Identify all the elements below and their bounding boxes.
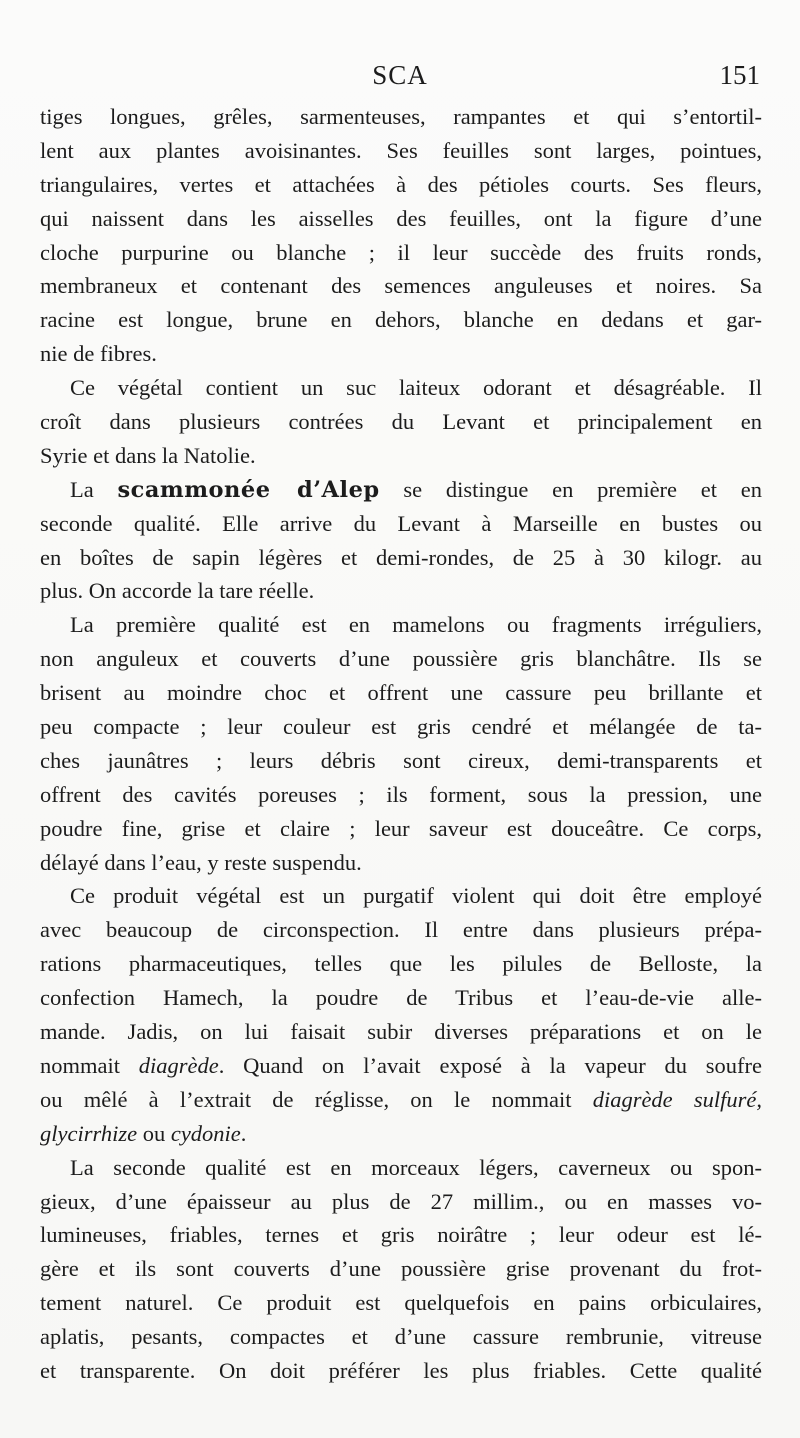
text-line bbox=[40, 1117, 762, 1151]
text-run: . Quand on l’avait exposé à la vapeur du soufre bbox=[218, 1052, 762, 1078]
text-line bbox=[40, 1049, 762, 1083]
text-line: tement naturel. Ce produit est quelquefois en pains orbiculaires, bbox=[40, 1290, 762, 1316]
text-line: confection Hamech, la poudre de Tribus et l’eau-de-vie alle- bbox=[40, 985, 762, 1011]
italic-term: diagrède bbox=[138, 1052, 219, 1078]
text-line: Ce produit végétal est un purgatif violent qui doit être employé bbox=[70, 883, 762, 909]
text-line: offrent des cavités poreuses ; ils forment, sous la pression, une bbox=[40, 781, 762, 807]
italic-term: diagrède sulfuré, bbox=[592, 1086, 762, 1112]
text-run: nommait bbox=[40, 1052, 139, 1078]
text-run: se distingue en première et en bbox=[379, 476, 762, 502]
text-line: nie de fibres. bbox=[40, 341, 157, 367]
text-line bbox=[40, 1083, 762, 1117]
page-number: 151 bbox=[719, 60, 760, 90]
text-line: croît dans plusieurs contrées du Levant et principalement en bbox=[40, 409, 762, 435]
bold-term: scammonée d’Alep bbox=[117, 476, 380, 503]
text-run: ou mêlé à l’extrait de réglisse, on le nommait bbox=[40, 1086, 593, 1112]
text-line: avec beaucoup de circonspection. Il entre dans plusieurs prépa- bbox=[40, 917, 762, 943]
text-line: gère et ils sont couverts d’une poussière grise provenant du frot- bbox=[40, 1256, 762, 1282]
text-line: aplatis, pesants, compactes et d’une cassure rembrunie, vitreuse bbox=[40, 1324, 762, 1350]
text-line: Syrie et dans la Natolie. bbox=[40, 442, 256, 468]
text-line: ches jaunâtres ; leurs débris sont cireux, demi-transparents et bbox=[40, 747, 762, 773]
running-head bbox=[0, 60, 800, 96]
italic-term: cydonie bbox=[170, 1120, 241, 1146]
text-line: La seconde qualité est en morceaux légers, caverneux ou spon- bbox=[70, 1154, 762, 1180]
text-line: triangulaires, vertes et attachées à des pétioles courts. Ses fleurs, bbox=[40, 171, 762, 197]
text-line: lent aux plantes avoisinantes. Ses feuilles sont larges, pointues, bbox=[40, 137, 762, 163]
text-run: . bbox=[240, 1120, 247, 1146]
text-line: La première qualité est en mamelons ou fragments irréguliers, bbox=[70, 612, 762, 638]
text-line: non anguleux et couverts d’une poussière gris blanchâtre. Ils se bbox=[40, 646, 762, 672]
text-line: tiges longues, grêles, sarmenteuses, rampantes et qui s’entortil- bbox=[40, 104, 762, 129]
text-line bbox=[40, 473, 762, 507]
text-line: membraneux et contenant des semences anguleuses et noires. Sa bbox=[40, 273, 762, 299]
text-line: qui naissent dans les aisselles des feuilles, ont la figure d’une bbox=[40, 205, 762, 231]
text-line: brisent au moindre choc et offrent une cassure peu brillante et bbox=[40, 680, 762, 706]
text-line: en boîtes de sapin légères et demi-rondes, de 25 à 30 kilogr. au bbox=[40, 544, 762, 570]
italic-term: glycirrhize bbox=[40, 1120, 138, 1146]
text-line: mande. Jadis, on lui faisait subir diverses préparations et on le bbox=[40, 1019, 762, 1045]
text-line: et transparente. On doit préférer les plus friables. Cette qualité bbox=[40, 1357, 762, 1383]
running-title: SCA bbox=[372, 60, 428, 90]
text-line: rations pharmaceutiques, telles que les pilules de Belloste, la bbox=[40, 951, 762, 977]
text-line: racine est longue, brune en dehors, blanche en dedans et gar- bbox=[40, 307, 762, 333]
text-line: peu compacte ; leur couleur est gris cendré et mélangée de ta- bbox=[40, 714, 762, 740]
text-line: gieux, d’une épaisseur au plus de 27 millim., ou en masses vo- bbox=[40, 1188, 762, 1214]
text-line: Ce végétal contient un suc laiteux odorant et désagréable. Il bbox=[70, 375, 762, 401]
text-run: ou bbox=[137, 1120, 171, 1146]
text-line: lumineuses, friables, ternes et gris noirâtre ; leur odeur est lé- bbox=[40, 1222, 762, 1248]
text-line: poudre fine, grise et claire ; leur saveur est douceâtre. Ce corps, bbox=[40, 815, 762, 841]
text-line: délayé dans l’eau, y reste suspendu. bbox=[40, 849, 362, 875]
text-body bbox=[40, 100, 762, 1388]
text-line: cloche purpurine ou blanche ; il leur succède des fruits ronds, bbox=[40, 239, 762, 265]
text-line: plus. On accorde la tare réelle. bbox=[40, 578, 315, 604]
text-line: seconde qualité. Elle arrive du Levant à Marseille en bustes ou bbox=[40, 510, 762, 536]
text-run: La bbox=[70, 476, 118, 502]
